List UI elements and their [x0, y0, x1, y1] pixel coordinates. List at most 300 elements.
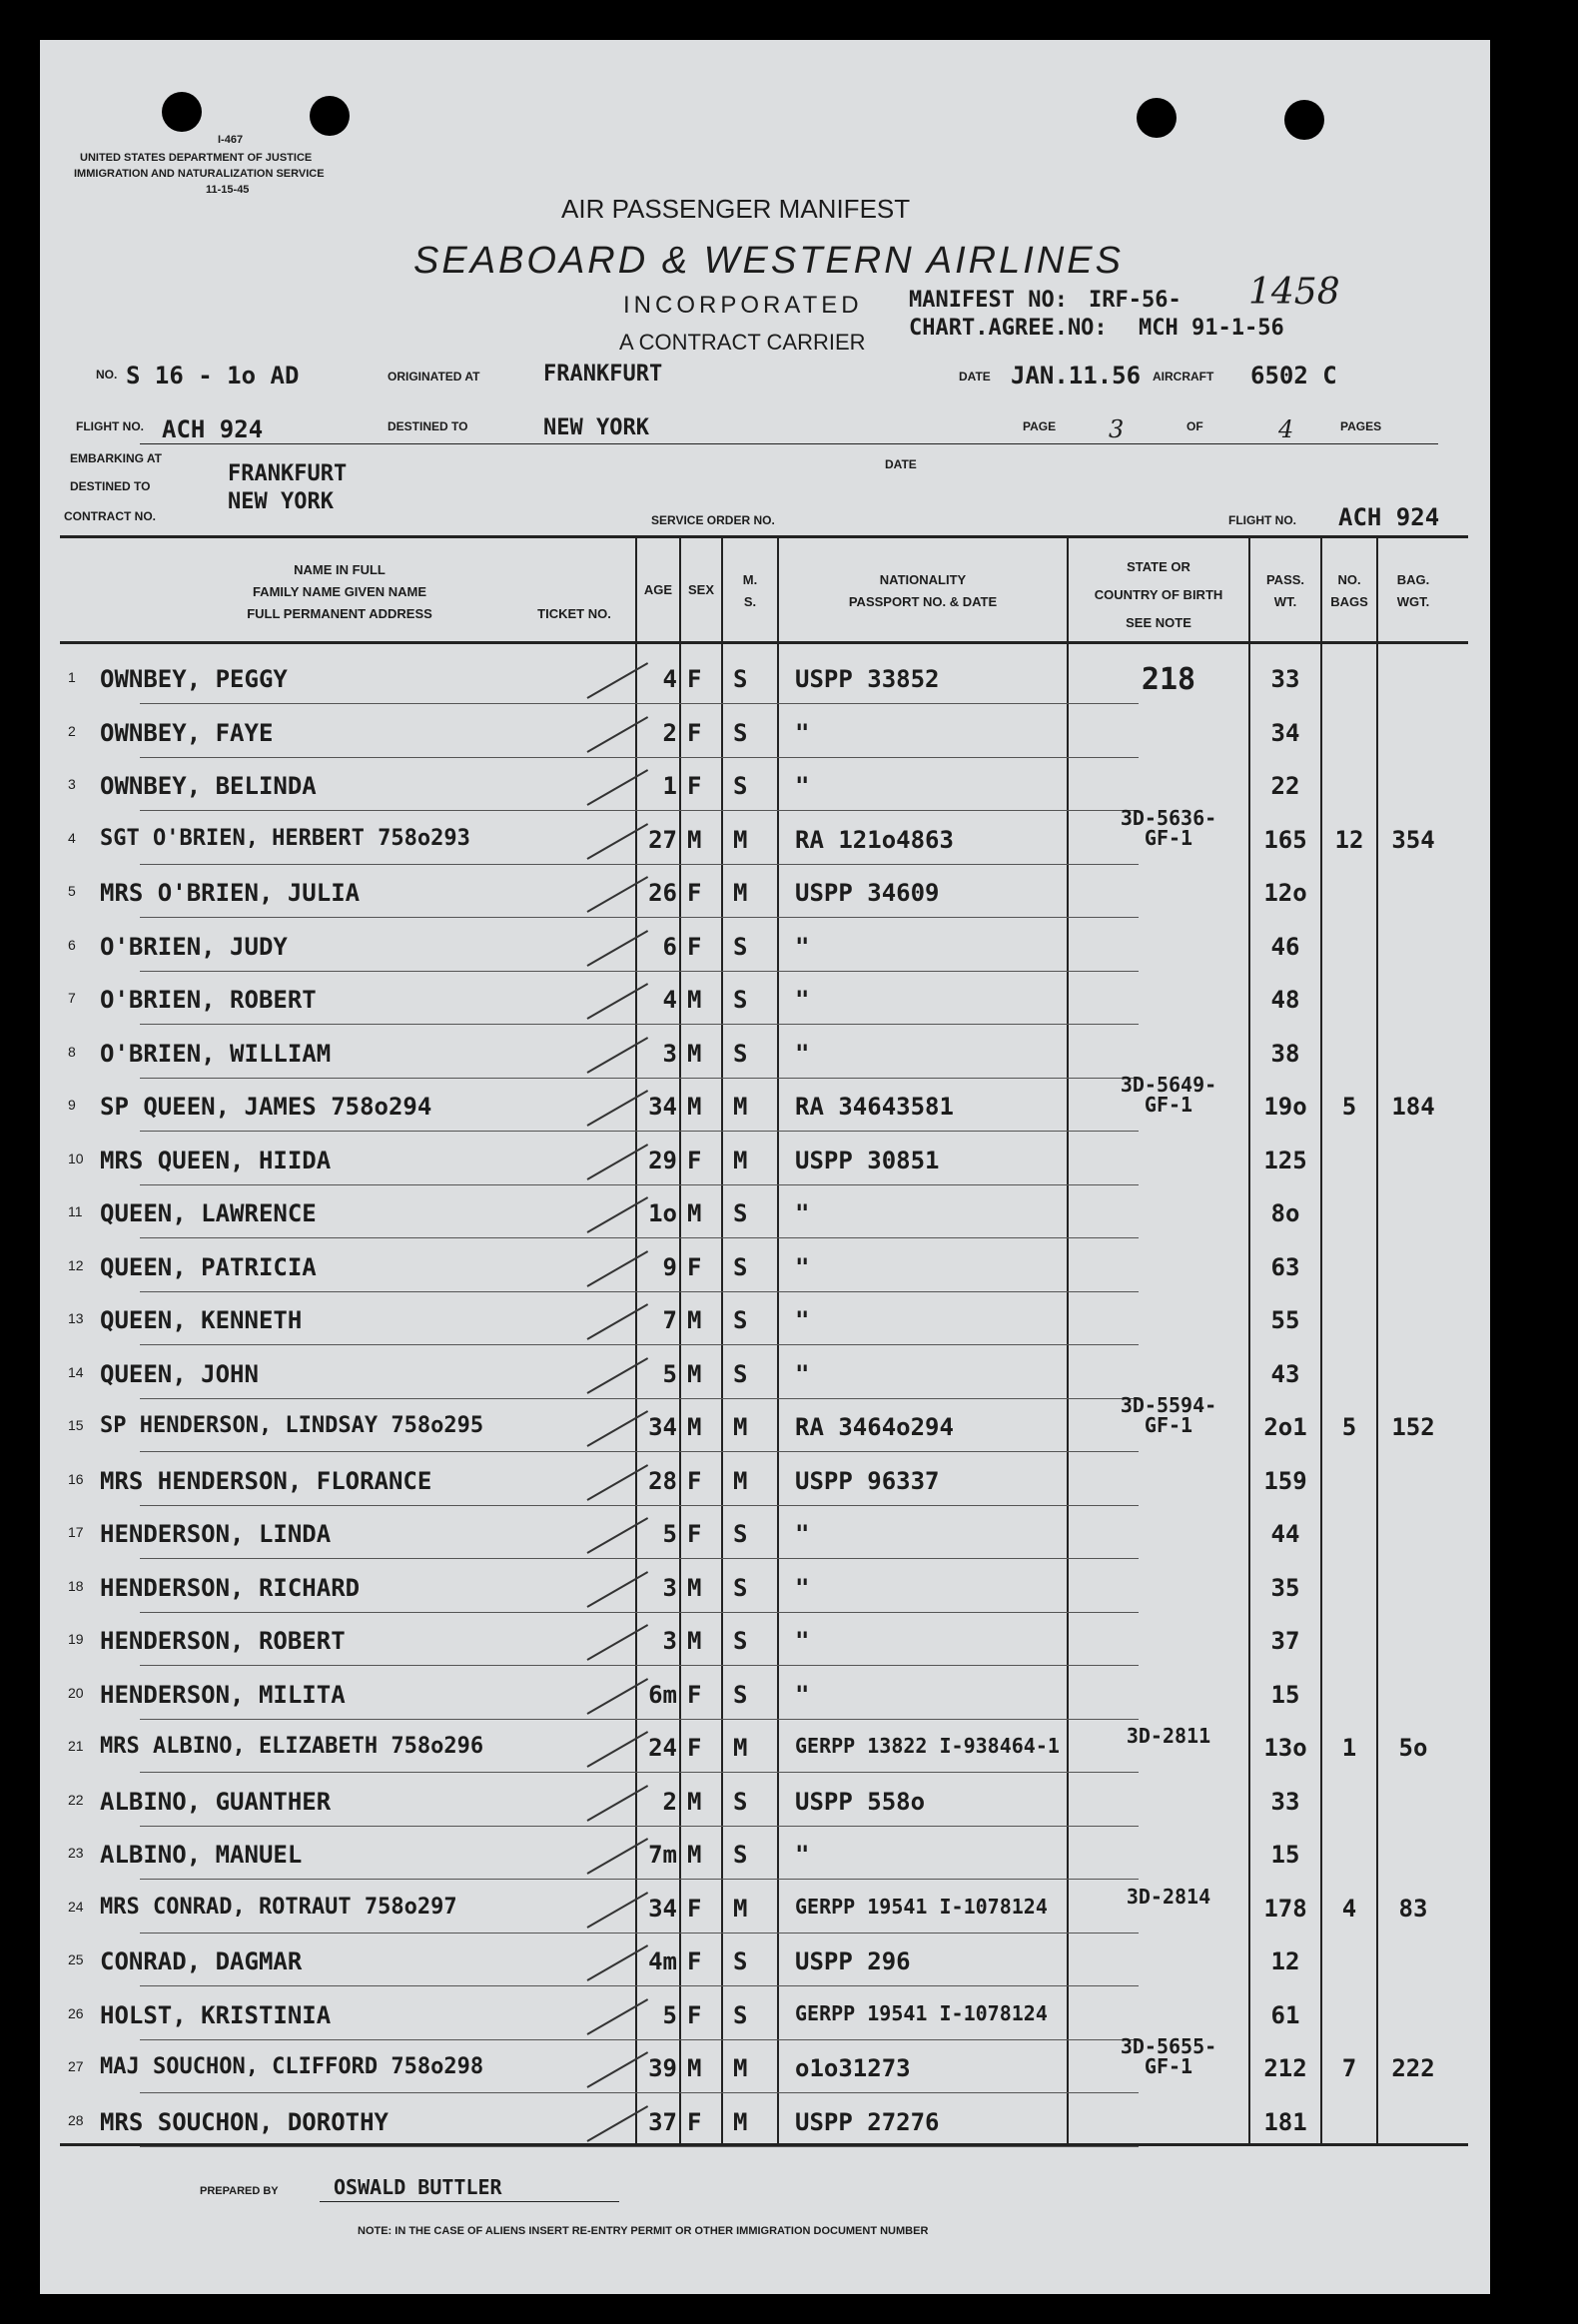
- cell-ms: S: [733, 1252, 748, 1281]
- row-rule: [140, 1398, 1139, 1399]
- cell-n: 2: [68, 722, 76, 739]
- row-rule: [140, 1237, 1139, 1238]
- prepared-by-value: OSWALD BUTTLER: [334, 2175, 502, 2199]
- form-date: 11-15-45: [206, 184, 250, 196]
- row-rule: [140, 757, 1139, 758]
- footer-note: NOTE: IN THE CASE OF ALIENS INSERT RE-ENTRY PERMIT OR OTHER IMMIGRATION DOCUMENT NUMBER: [358, 2225, 929, 2237]
- cell-birth: 3D-2811: [1126, 1724, 1211, 1748]
- cell-ms: M: [733, 2054, 748, 2082]
- cell-age: 4: [662, 665, 677, 693]
- service-order-label: SERVICE ORDER NO.: [651, 513, 775, 527]
- cell-passport: ": [795, 1252, 810, 1281]
- cell-ms: S: [733, 718, 748, 747]
- col-header-bag-wgt: [1378, 569, 1448, 613]
- table-row: [40, 1348, 1490, 1402]
- cell-n: 21: [68, 1738, 84, 1754]
- cell-age: 3: [662, 1039, 677, 1068]
- col-header-name-line3: FULL PERMANENT ADDRESS: [247, 606, 432, 621]
- cell-n: 18: [68, 1577, 84, 1594]
- flight2-label: FLIGHT NO.: [1228, 513, 1296, 527]
- cell-wt: 43: [1270, 1359, 1300, 1388]
- punch-hole: [1284, 100, 1324, 140]
- cell-wt: 22: [1270, 772, 1300, 800]
- row-rule: [140, 1344, 1139, 1345]
- date-label: DATE: [959, 370, 991, 384]
- incorporated: INCORPORATED: [623, 292, 863, 319]
- cell-bagwt: 5o: [1398, 1734, 1428, 1762]
- cell-n: 24: [68, 1898, 84, 1915]
- cell-age: 7: [662, 1306, 677, 1334]
- cell-name: HENDERSON, RICHARD: [100, 1573, 361, 1602]
- contract-label: CONTRACT NO.: [64, 509, 156, 523]
- row-rule: [140, 1985, 1139, 1986]
- cell-birth: 3D-5636- GF-1: [1120, 805, 1217, 850]
- table-row: [40, 1883, 1490, 1937]
- table-row: [40, 921, 1490, 975]
- cell-name: HOLST, KRISTINIA: [100, 2000, 332, 2029]
- cell-n: 12: [68, 1256, 84, 1273]
- cell-age: 29: [648, 1146, 677, 1174]
- cell-passport: o1o31273: [795, 2054, 911, 2082]
- cell-wt: 165: [1263, 825, 1307, 854]
- row-rule: [140, 1184, 1139, 1185]
- cell-sex: M: [687, 1413, 702, 1441]
- cell-bagwt: 222: [1391, 2054, 1435, 2082]
- cell-passport: USPP 30851: [795, 1146, 940, 1174]
- cell-sex: M: [687, 1787, 702, 1816]
- cell-ms: M: [733, 1093, 748, 1121]
- flight-label: FLIGHT NO.: [76, 419, 144, 433]
- cell-n: 10: [68, 1150, 84, 1166]
- cell-wt: 33: [1270, 665, 1300, 693]
- col-header-pass-line1: PASS.: [1265, 572, 1305, 587]
- col-header-birth: [1069, 553, 1248, 637]
- row-rule: [140, 1933, 1139, 1934]
- page-label: PAGE: [1023, 419, 1057, 433]
- cell-ms: M: [733, 1894, 748, 1923]
- punch-hole: [310, 96, 350, 136]
- embarking-label: EMBARKING AT: [70, 451, 162, 465]
- cell-name: MRS ALBINO, ELIZABETH 758o296: [100, 1734, 484, 1759]
- row-rule: [140, 1291, 1139, 1292]
- punch-hole: [1137, 98, 1177, 138]
- cell-bags: 4: [1341, 1894, 1357, 1923]
- cell-sex: F: [687, 1252, 702, 1281]
- cell-sex: F: [687, 772, 702, 800]
- cell-bagwt: 83: [1398, 1894, 1428, 1923]
- table-row: [40, 1508, 1490, 1562]
- cell-name: SP QUEEN, JAMES 758o294: [100, 1093, 432, 1121]
- cell-passport: RA 3464o294: [795, 1413, 954, 1441]
- cell-passport: RA 121o4863: [795, 825, 954, 854]
- cell-sex: M: [687, 825, 702, 854]
- cell-n: 15: [68, 1417, 84, 1433]
- cell-ms: S: [733, 1359, 748, 1388]
- table-row: [40, 1829, 1490, 1883]
- cell-passport: GERPP 19541 I-1078124: [795, 1894, 1048, 1919]
- cell-wt: 37: [1270, 1627, 1300, 1655]
- cell-name: QUEEN, KENNETH: [100, 1306, 303, 1334]
- cell-n: 23: [68, 1845, 84, 1861]
- prepared-by-label: PREPARED BY: [200, 2185, 279, 2197]
- col-header-bags-line1: NO.: [1337, 572, 1361, 587]
- cell-passport: USPP 558o: [795, 1787, 926, 1816]
- cell-sex: M: [687, 1359, 702, 1388]
- cell-ms: S: [733, 932, 748, 961]
- aircraft-label: AIRCRAFT: [1153, 370, 1214, 384]
- cell-passport: ": [795, 1680, 810, 1709]
- rule: [140, 443, 1438, 444]
- table-row: [40, 1776, 1490, 1830]
- aircraft-value: 6502 C: [1250, 362, 1337, 389]
- cell-passport: ": [795, 1573, 810, 1602]
- cell-wt: 61: [1270, 2000, 1300, 2029]
- table-row: [40, 1028, 1490, 1082]
- table-row: [40, 867, 1490, 921]
- department: UNITED STATES DEPARTMENT OF JUSTICE: [80, 152, 313, 164]
- row-rule: [140, 864, 1139, 865]
- cell-wt: 46: [1270, 932, 1300, 961]
- cell-wt: 8o: [1270, 1199, 1300, 1227]
- cell-sex: F: [687, 1146, 702, 1174]
- table-row: [40, 2034, 1490, 2096]
- col-header-ms-line1: M.: [742, 572, 758, 587]
- cell-age: 6m: [648, 1680, 677, 1709]
- cell-sex: F: [687, 932, 702, 961]
- cell-n: 5: [68, 883, 76, 899]
- prepared-by-underline: [320, 2201, 619, 2202]
- cell-ms: M: [733, 2107, 748, 2136]
- row-rule: [140, 1505, 1139, 1506]
- table-row: [40, 707, 1490, 761]
- cell-age: 34: [648, 1894, 677, 1923]
- cell-age: 34: [648, 1093, 677, 1121]
- cell-age: 34: [648, 1413, 677, 1441]
- table-row: [40, 1936, 1490, 1989]
- cell-ms: M: [733, 1413, 748, 1441]
- col-header-sex: SEX: [687, 582, 714, 597]
- cell-ms: S: [733, 1520, 748, 1548]
- row-rule: [140, 703, 1139, 704]
- col-header-nat-line2: PASSPORT NO. & DATE: [848, 594, 998, 609]
- cell-sex: F: [687, 879, 702, 907]
- cell-name: SP HENDERSON, LINDSAY 758o295: [100, 1413, 484, 1438]
- cell-passport: USPP 34609: [795, 879, 940, 907]
- cell-ms: S: [733, 1573, 748, 1602]
- cell-sex: F: [687, 1680, 702, 1709]
- cell-wt: 12: [1270, 1947, 1300, 1975]
- cell-age: 3: [662, 1627, 677, 1655]
- cell-sex: M: [687, 986, 702, 1014]
- cell-name: HENDERSON, ROBERT: [100, 1627, 346, 1655]
- cell-passport: ": [795, 932, 810, 961]
- col-header-birth-line2: COUNTRY OF BIRTH: [1094, 587, 1223, 602]
- cell-age: 27: [648, 825, 677, 854]
- table-row: [40, 1562, 1490, 1616]
- cell-sex: F: [687, 1947, 702, 1975]
- cell-passport: USPP 96337: [795, 1466, 940, 1495]
- cell-n: 7: [68, 990, 76, 1006]
- manifest-sheet: [40, 40, 1490, 2294]
- destined2-label: DESTINED TO: [70, 479, 151, 493]
- cell-ms: S: [733, 772, 748, 800]
- cell-bags: 1: [1341, 1734, 1357, 1762]
- cell-sex: M: [687, 1841, 702, 1869]
- cell-name: MRS O'BRIEN, JULIA: [100, 879, 361, 907]
- cell-bagwt: 152: [1391, 1413, 1435, 1441]
- cell-sex: M: [687, 1627, 702, 1655]
- row-rule: [140, 1024, 1139, 1025]
- col-header-pass-line2: WT.: [1273, 594, 1297, 609]
- of-value: 4: [1278, 415, 1294, 443]
- flight2-value: ACH 924: [1338, 503, 1440, 531]
- col-header-bagwt-line1: BAG.: [1396, 572, 1430, 587]
- page-value: 3: [1109, 415, 1125, 443]
- cell-wt: 159: [1263, 1466, 1307, 1495]
- table-top-rule: [60, 535, 1468, 538]
- cell-sex: F: [687, 2000, 702, 2029]
- cell-sex: F: [687, 1466, 702, 1495]
- cell-sex: F: [687, 1894, 702, 1923]
- col-header-birth-line3: SEE NOTE: [1126, 615, 1191, 630]
- cell-age: 5: [662, 2000, 677, 2029]
- cell-n: 26: [68, 2004, 84, 2021]
- row-rule: [140, 2146, 1139, 2147]
- cell-name: MRS HENDERSON, FLORANCE: [100, 1466, 432, 1495]
- cell-passport: RA 34643581: [795, 1093, 954, 1121]
- embarking-value: FRANKFURT: [228, 461, 348, 486]
- cell-name: HENDERSON, LINDA: [100, 1520, 332, 1548]
- cell-age: 39: [648, 2054, 677, 2082]
- cell-n: 16: [68, 1470, 84, 1487]
- col-header-nationality: [779, 569, 1067, 613]
- cell-ms: S: [733, 1680, 748, 1709]
- originated-label: ORIGINATED AT: [388, 370, 480, 384]
- cell-age: 5: [662, 1520, 677, 1548]
- cell-bags: 5: [1341, 1093, 1357, 1121]
- cell-n: 13: [68, 1310, 84, 1326]
- row-rule: [140, 1131, 1139, 1132]
- cell-bags: 7: [1341, 2054, 1357, 2082]
- cell-ms: S: [733, 1039, 748, 1068]
- cell-wt: 63: [1270, 1252, 1300, 1281]
- table-row: [40, 1669, 1490, 1723]
- cell-wt: 38: [1270, 1039, 1300, 1068]
- destined-value: NEW YORK: [543, 415, 649, 440]
- cell-sex: F: [687, 1734, 702, 1762]
- row-rule: [140, 1879, 1139, 1880]
- table-row: [40, 805, 1490, 868]
- row-rule: [140, 1078, 1139, 1079]
- col-header-bagwt-line2: WGT.: [1396, 594, 1430, 609]
- cell-bags: 5: [1341, 1413, 1357, 1441]
- cell-age: 37: [648, 2107, 677, 2136]
- cell-name: MRS SOUCHON, DOROTHY: [100, 2107, 389, 2136]
- cell-sex: M: [687, 1039, 702, 1068]
- row-rule: [140, 2039, 1139, 2040]
- cell-bagwt: 354: [1391, 825, 1435, 854]
- cell-ms: S: [733, 1627, 748, 1655]
- cell-passport: USPP 27276: [795, 2107, 940, 2136]
- cell-wt: 55: [1270, 1306, 1300, 1334]
- cell-name: CONRAD, DAGMAR: [100, 1947, 303, 1975]
- col-header-name-line2: FAMILY NAME GIVEN NAME: [252, 584, 427, 599]
- manifest-no-handwritten: 1458: [1248, 272, 1340, 313]
- cell-birth: 3D-5594- GF-1: [1120, 1393, 1217, 1437]
- col-header-ms-line2: S.: [743, 594, 757, 609]
- charter-agreement-no: MCH 91-1-56: [1139, 316, 1284, 341]
- cell-ms: S: [733, 1787, 748, 1816]
- cell-age: 1: [662, 772, 677, 800]
- table-row: [40, 1073, 1490, 1135]
- cell-wt: 12o: [1263, 879, 1307, 907]
- row-rule: [140, 1665, 1139, 1666]
- cell-passport: ": [795, 772, 810, 800]
- table-header-rule: [60, 641, 1468, 644]
- row-rule: [140, 2092, 1139, 2093]
- cell-birth: 3D-5655- GF-1: [1120, 2034, 1217, 2078]
- row-rule: [140, 1772, 1139, 1773]
- contract-carrier: A CONTRACT CARRIER: [619, 330, 866, 355]
- destined2-value: NEW YORK: [228, 489, 334, 514]
- cell-birth: 3D-2814: [1126, 1884, 1211, 1909]
- cell-name: MAJ SOUCHON, CLIFFORD 758o298: [100, 2054, 484, 2079]
- cell-n: 4: [68, 829, 76, 846]
- cell-ms: S: [733, 2000, 748, 2029]
- cell-name: QUEEN, PATRICIA: [100, 1252, 317, 1281]
- cell-n: 11: [68, 1203, 83, 1219]
- cell-ms: S: [733, 1841, 748, 1869]
- cell-sex: M: [687, 1199, 702, 1227]
- cell-n: 1: [68, 669, 76, 685]
- table-row: [40, 1187, 1490, 1241]
- cell-age: 9: [662, 1252, 677, 1281]
- cell-sex: M: [687, 1573, 702, 1602]
- cell-wt: 181: [1263, 2107, 1307, 2136]
- charter-agreement-label: CHART.AGREE.NO:: [909, 316, 1108, 341]
- date2-label: DATE: [885, 457, 917, 471]
- cell-wt: 15: [1270, 1680, 1300, 1709]
- cell-ms: S: [733, 1306, 748, 1334]
- cell-bags: 12: [1334, 825, 1364, 854]
- cell-name: OWNBEY, PEGGY: [100, 665, 288, 693]
- cell-n: 17: [68, 1524, 84, 1540]
- cell-passport: USPP 33852: [795, 665, 940, 693]
- row-rule: [140, 1612, 1139, 1613]
- cell-sex: M: [687, 2054, 702, 2082]
- cell-age: 7m: [648, 1841, 677, 1869]
- punch-hole: [162, 92, 202, 132]
- pages-label: PAGES: [1340, 419, 1382, 433]
- table-row: [40, 1135, 1490, 1188]
- cell-n: 22: [68, 1791, 84, 1808]
- cell-n: 6: [68, 936, 76, 953]
- cell-ms: M: [733, 825, 748, 854]
- col-header-age: AGE: [643, 582, 673, 597]
- cell-wt: 44: [1270, 1520, 1300, 1548]
- manifest-no-label: MANIFEST NO:: [909, 288, 1068, 313]
- row-rule: [140, 1719, 1139, 1720]
- cell-ms: M: [733, 1734, 748, 1762]
- cell-name: O'BRIEN, WILLIAM: [100, 1039, 332, 1068]
- table-row: [40, 974, 1490, 1028]
- cell-passport: ": [795, 986, 810, 1014]
- cell-name: OWNBEY, BELINDA: [100, 772, 317, 800]
- table-row: [40, 1393, 1490, 1455]
- col-header-birth-line1: STATE OR: [1127, 559, 1190, 574]
- manifest-no: IRF-56-: [1089, 288, 1182, 313]
- cell-wt: 178: [1263, 1894, 1307, 1923]
- col-header-name-line1: NAME IN FULL: [294, 562, 386, 577]
- cell-ms: M: [733, 1466, 748, 1495]
- col-header-ticket: TICKET NO.: [537, 606, 611, 621]
- cell-passport: USPP 296: [795, 1947, 911, 1975]
- form-number: I-467: [218, 134, 244, 146]
- cell-age: 24: [648, 1734, 677, 1762]
- cell-wt: 19o: [1263, 1093, 1307, 1121]
- table-row: [40, 653, 1490, 707]
- airline-name: SEABOARD & WESTERN AIRLINES: [413, 240, 1124, 282]
- no-label: NO.: [96, 368, 118, 382]
- cell-age: 3: [662, 1573, 677, 1602]
- table-row: [40, 1241, 1490, 1295]
- flight-value: ACH 924: [162, 415, 264, 443]
- cell-ms: S: [733, 1199, 748, 1227]
- cell-passport: ": [795, 1306, 810, 1334]
- cell-wt: 33: [1270, 1787, 1300, 1816]
- cell-name: O'BRIEN, ROBERT: [100, 986, 317, 1014]
- cell-passport: ": [795, 718, 810, 747]
- cell-age: 4: [662, 986, 677, 1014]
- cell-n: 14: [68, 1363, 84, 1380]
- cell-sex: F: [687, 718, 702, 747]
- cell-passport: GERPP 13822 I-938464-1: [795, 1734, 1060, 1758]
- cell-name: O'BRIEN, JUDY: [100, 932, 288, 961]
- cell-age: 2: [662, 718, 677, 747]
- cell-passport: ": [795, 1199, 810, 1227]
- cell-ms: S: [733, 1947, 748, 1975]
- cell-age: 6: [662, 932, 677, 961]
- cell-name: QUEEN, JOHN: [100, 1359, 259, 1388]
- cell-wt: 48: [1270, 986, 1300, 1014]
- table-row: [40, 760, 1490, 814]
- cell-sex: M: [687, 1093, 702, 1121]
- cell-name: MRS CONRAD, ROTRAUT 758o297: [100, 1894, 457, 1920]
- cell-ms: S: [733, 665, 748, 693]
- cell-ms: M: [733, 879, 748, 907]
- row-rule: [140, 971, 1139, 972]
- cell-n: 25: [68, 1951, 84, 1967]
- cell-name: MRS QUEEN, HIIDA: [100, 1146, 332, 1174]
- cell-name: ALBINO, MANUEL: [100, 1841, 303, 1869]
- originated-value: FRANKFURT: [543, 362, 663, 387]
- cell-name: HENDERSON, MILITA: [100, 1680, 346, 1709]
- cell-wt: 15: [1270, 1841, 1300, 1869]
- cell-birth: 3D-5649- GF-1: [1120, 1073, 1217, 1117]
- cell-age: 26: [648, 879, 677, 907]
- of-label: OF: [1186, 419, 1203, 433]
- cell-passport: GERPP 19541 I-1078124: [795, 2000, 1048, 2025]
- cell-sex: M: [687, 1306, 702, 1334]
- col-header-name: [140, 559, 539, 625]
- row-rule: [140, 917, 1139, 918]
- cell-wt: 125: [1263, 1146, 1307, 1174]
- row-rule: [140, 1451, 1139, 1452]
- date-value: JAN.11.56: [1011, 362, 1142, 389]
- table-row: [40, 1294, 1490, 1348]
- cell-wt: 35: [1270, 1573, 1300, 1602]
- cell-passport: ": [795, 1520, 810, 1548]
